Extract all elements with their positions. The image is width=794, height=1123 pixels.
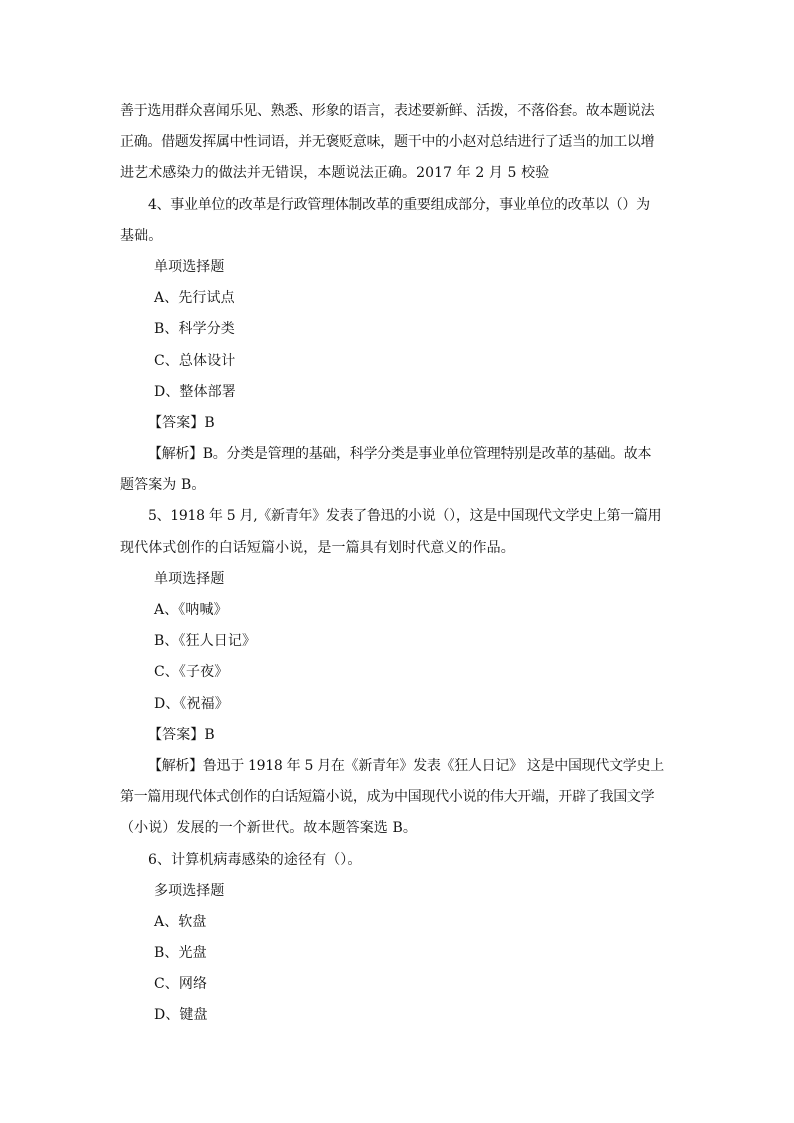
q5-analysis-line-1: 【解析】鲁迅于 1918 年 5 月在《新青年》发表《狂人日记》 这是中国现代文学史上 xyxy=(148,757,664,774)
q4-analysis-line-2: 题答案为 B。 xyxy=(120,477,206,494)
q4-option-b: B、科学分类 xyxy=(154,321,235,338)
q6-question-type: 多项选择题 xyxy=(154,882,225,899)
q6-stem-line-1: 6、计算机病毒感染的途径有（）。 xyxy=(148,851,362,868)
q6-option-d: D、键盘 xyxy=(154,1007,208,1024)
q6-option-c: C、网络 xyxy=(154,976,208,993)
q5-option-c: C、《子夜》 xyxy=(154,664,229,681)
q4-option-a: A、先行试点 xyxy=(154,290,235,307)
intro-line-3: 进艺术感染力的做法并无错误，本题说法正确。2017 年 2 月 5 校验 xyxy=(120,165,550,182)
document-body xyxy=(120,96,676,1032)
q4-stem-line-2: 基础。 xyxy=(120,227,163,244)
q5-option-b: B、《狂人日记》 xyxy=(154,633,257,650)
q4-question-type: 单项选择题 xyxy=(154,258,225,275)
q5-stem-line-2: 现代体式创作的白话短篇小说，是一篇具有划时代意义的作品。 xyxy=(120,539,515,556)
q5-question-type: 单项选择题 xyxy=(154,570,225,587)
intro-line-2: 正确。借题发挥属中性词语，并无褒贬意味，题干中的小赵对总结进行了适当的加工以增 xyxy=(120,134,655,151)
q5-option-a: A、《呐喊》 xyxy=(154,602,228,618)
q4-stem-line-1: 4、事业单位的改革是行政管理体制改革的重要组成部分，事业单位的改革以（）为 xyxy=(148,196,650,213)
q6-option-b: B、光盘 xyxy=(154,945,207,962)
q6-option-a: A、软盘 xyxy=(154,913,207,930)
q5-option-d: D、《祝福》 xyxy=(154,695,229,712)
q5-analysis-line-3: （小说）发展的一个新世代。故本题答案选 B。 xyxy=(120,820,417,837)
q5-analysis-line-2: 第一篇用现代体式创作的白话短篇小说，成为中国现代小说的伟大开端，开辟了我国文学 xyxy=(120,789,655,806)
q4-answer: 【答案】B xyxy=(148,414,215,431)
intro-line-1: 善于选用群众喜闻乐见、熟悉、形象的语言，表述要新鲜、活拨，不落俗套。故本题说法 xyxy=(120,103,655,119)
q5-answer: 【答案】B xyxy=(148,726,215,743)
q4-option-d: D、整体部署 xyxy=(154,383,236,400)
q4-analysis-line-1: 【解析】B。分类是管理的基础，科学分类是事业单位管理特别是改革的基础。故本 xyxy=(148,446,652,463)
q5-stem-line-1: 5、1918 年 5 月,《新青年》发表了鲁迅的小说（），这是中国现代文学史上第一篇用 xyxy=(148,508,662,525)
q4-option-c: C、总体设计 xyxy=(154,352,236,369)
